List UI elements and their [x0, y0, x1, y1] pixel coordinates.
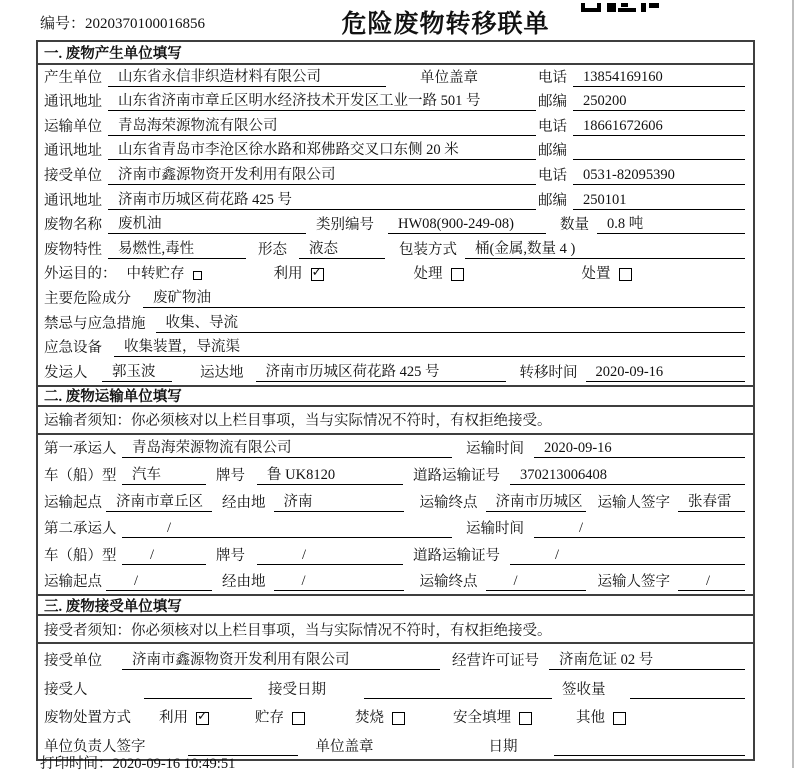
producer-zip-value: 250200: [573, 93, 745, 111]
sign-date-value: [554, 738, 746, 756]
route-row: [38, 488, 753, 515]
transporter-phone-value: 18661672606: [573, 118, 745, 136]
first-carrier-row: [38, 435, 753, 462]
disposal-method-row: [38, 702, 753, 731]
section-transporter: [38, 385, 753, 595]
transporter-unit-row: [38, 114, 753, 139]
transfer-storage-checkbox: [193, 271, 202, 280]
waste-name-value: 废机油: [108, 212, 306, 234]
receiving-unit-label: 接受单位: [44, 652, 102, 669]
section2-title: 二. 废物运输单位填写: [38, 385, 753, 407]
road-permit-value: 370213006408: [510, 467, 745, 485]
outbound-purpose-label: 外运目的：: [44, 266, 117, 283]
road-permit2-label: 道路运输证号: [413, 547, 500, 564]
vehicle-type-label: 车（船）型: [44, 467, 117, 484]
waste-props-value: 易燃性,毒性: [108, 237, 246, 259]
producer-address-label: 通讯地址: [44, 94, 102, 111]
carrier2-signature-label: 运输人签字: [597, 574, 670, 591]
plate-number2-value: /: [257, 547, 403, 565]
route-start-value: 济南市章丘区: [106, 490, 212, 512]
form-label: 形态: [258, 241, 287, 258]
print-time-label: 打印时间：: [40, 756, 113, 772]
option-reuse2-label: 利用: [159, 710, 188, 727]
section1-title: 一. 废物产生单位填写: [38, 42, 753, 65]
section3-title: 三. 废物接受单位填写: [38, 594, 753, 616]
transfer-manifest-form: [36, 40, 755, 761]
unit-seal-label: 单位盖章: [420, 69, 478, 86]
category-code-value: HW08(900-249-08): [388, 216, 546, 234]
first-carrier-label: 第一承运人: [44, 441, 117, 458]
option-other-label: 其他: [576, 710, 605, 727]
transporter-phone-label: 电话: [538, 118, 567, 135]
received-amount-value: [630, 681, 746, 699]
route-via-label: 经由地: [222, 494, 266, 511]
producer-address-row: [38, 90, 753, 115]
print-time: [40, 752, 235, 773]
transporter-zip-label: 邮编: [538, 143, 567, 160]
hazard-component-label: 主要危险成分: [44, 290, 131, 307]
producer-phone-value: 13854169160: [573, 69, 745, 87]
producer-zip-label: 邮编: [538, 94, 567, 111]
receiver-address-value: 济南市历城区荷花路 425 号: [108, 188, 536, 210]
route2-end-label: 运输终点: [419, 574, 478, 591]
serial-value: 2020370100016856: [85, 16, 206, 32]
reuse2-checkbox: [196, 712, 209, 725]
producer-unit-value: 山东省永信非织造材料有限公司: [108, 65, 386, 87]
receiver-notice: 接受者须知：你必须核对以上栏目事项，当与实际情况不符时，有权拒绝接受。: [38, 616, 753, 644]
option-disposal-label: 处置: [581, 266, 611, 283]
producer-unit-label: 产生单位: [44, 69, 102, 86]
transporter-unit-label: 运输单位: [44, 118, 102, 135]
incineration-checkbox: [392, 712, 405, 725]
route-end-label: 运输终点: [419, 494, 478, 511]
plate-number-value: 鲁 UK8120: [257, 463, 403, 485]
receiver-address-label: 通讯地址: [44, 192, 102, 209]
shipper-value: 郭玉波: [102, 360, 172, 382]
transporter-zip-value: [573, 142, 745, 160]
vehicle-type2-value: /: [122, 547, 206, 565]
receiving-unit-row: [38, 644, 753, 673]
transporter-address-row: [38, 139, 753, 164]
first-carrier-value: 青岛海荣源物流有限公司: [122, 436, 452, 458]
section-receiver: [38, 594, 753, 759]
landfill-checkbox: [519, 712, 532, 725]
option-landfill-label: 安全填埋: [453, 710, 511, 727]
acceptor-row: [38, 673, 753, 702]
road-permit-label: 道路运输证号: [413, 467, 500, 484]
carrier-signature-value: 张春雷: [678, 490, 745, 512]
transfer-time-label: 转移时间: [519, 364, 578, 381]
transfer-time-value: 2020-09-16: [586, 364, 746, 382]
taboo-measures-label: 禁忌与应急措施: [44, 315, 146, 332]
shipper-label: 发运人: [44, 364, 88, 381]
disposal-method-label: 废物处置方式: [44, 710, 131, 727]
option-storage-label: 贮存: [255, 710, 284, 727]
producer-unit-row: [38, 65, 753, 90]
receiver-zip-label: 邮编: [538, 192, 567, 209]
receiver-zip-value: 250101: [573, 192, 745, 210]
route2-end-value: /: [486, 573, 586, 591]
road-permit2-value: /: [510, 547, 745, 565]
license-label: 经营许可证号: [452, 652, 539, 669]
route2-via-label: 经由地: [222, 574, 266, 591]
waste-name-label: 废物名称: [44, 217, 102, 234]
quantity-label: 数量: [560, 217, 589, 234]
destination-value: 济南市历城区荷花路 425 号: [256, 360, 506, 382]
receiver-phone-label: 电话: [538, 167, 567, 184]
transport-time-label: 运输时间: [466, 441, 524, 458]
second-carrier-row: [38, 515, 753, 542]
option-reuse-label: 利用: [273, 266, 303, 283]
transporter-address-value: 山东省青岛市李沧区徐水路和郑佛路交叉口东侧 20 米: [108, 138, 536, 160]
route2-via-value: /: [274, 573, 404, 591]
quantity-value: 0.8 吨: [597, 212, 745, 234]
license-value: 济南危证 02 号: [549, 648, 745, 670]
emergency-equipment-label: 应急设备: [44, 340, 102, 357]
route2-start-value: /: [106, 573, 212, 591]
transporter-address-label: 通讯地址: [44, 143, 102, 160]
plate-number-label: 牌号: [216, 467, 245, 484]
receiver-unit-label: 接受单位: [44, 167, 102, 184]
packing-value: 桶(金属,数量 4 ): [465, 237, 745, 259]
other-checkbox: [613, 712, 626, 725]
section-producer: [38, 42, 753, 385]
print-time-value: 2020-09-16 10:49:51: [112, 756, 236, 772]
waste-props-label: 废物特性: [44, 241, 102, 258]
accept-date-label: 接受日期: [268, 681, 326, 698]
receiver-unit-value: 济南市鑫源物资开发利用有限公司: [108, 163, 536, 185]
route-via-value: 济南: [274, 490, 404, 512]
receiver-address-row: [38, 188, 753, 213]
route2-row: [38, 568, 753, 595]
packing-label: 包装方式: [399, 241, 457, 258]
option-treatment-label: 处理: [413, 266, 443, 283]
route-start-label: 运输起点: [44, 494, 102, 511]
reuse-checkbox: [311, 268, 324, 281]
responsible-signature-label: 单位负责人签字: [44, 739, 146, 756]
form-value: 液态: [299, 237, 385, 259]
page-header: [0, 0, 796, 40]
vehicle-type2-label: 车（船）型: [44, 547, 117, 564]
producer-address-value: 山东省济南市章丘区明水经济技术开发区工业一路 501 号: [108, 89, 536, 111]
qr-code-fragment: [581, 0, 659, 17]
hazard-component-row: [38, 286, 753, 311]
receiver-phone-value: 0531-82095390: [573, 167, 745, 185]
second-carrier-value: /: [122, 520, 452, 538]
sign-date-label: 日期: [488, 739, 518, 756]
transport-time2-label: 运输时间: [466, 521, 524, 538]
waste-name-row: [38, 213, 753, 238]
route-end-value: 济南市历城区: [486, 490, 586, 512]
disposal-checkbox: [619, 268, 632, 281]
storage-checkbox: [292, 712, 305, 725]
transport-time-value: 2020-09-16: [534, 440, 745, 458]
taboo-measures-row: [38, 311, 753, 336]
acceptor-value: [144, 681, 252, 699]
second-carrier-label: 第二承运人: [44, 521, 117, 538]
vehicle-type2-row: [38, 541, 753, 568]
transport-time2-value: /: [534, 520, 745, 538]
transporter-notice: 运输者须知：你必须核对以上栏目事项，当与实际情况不符时，有权拒绝接受。: [38, 407, 753, 435]
acceptor-label: 接受人: [44, 681, 88, 698]
treatment-checkbox: [451, 268, 464, 281]
unit-seal2-label: 单位盖章: [315, 739, 374, 756]
shipper-row: [38, 360, 753, 385]
receiving-unit-value: 济南市鑫源物资开发利用有限公司: [122, 648, 440, 670]
option-transfer-storage-label: 中转贮存: [126, 266, 185, 283]
hazard-component-value: 废矿物油: [143, 286, 745, 308]
carrier2-signature-value: /: [678, 573, 745, 591]
outbound-purpose-row: [38, 262, 753, 287]
option-incineration-label: 焚烧: [355, 710, 384, 727]
accept-date-value: [364, 681, 552, 699]
taboo-measures-value: 收集、导流: [156, 311, 746, 333]
received-amount-label: 签收量: [562, 681, 606, 698]
receiver-unit-row: [38, 163, 753, 188]
vehicle-type-value: 汽车: [122, 463, 206, 485]
page-edge-line: [792, 0, 794, 768]
waste-props-row: [38, 237, 753, 262]
transporter-unit-value: 青岛海荣源物流有限公司: [108, 114, 536, 136]
vehicle-type-row: [38, 461, 753, 488]
category-code-label: 类别编号: [316, 217, 374, 234]
plate-number2-label: 牌号: [216, 547, 245, 564]
page-title: 危险废物转移联单: [341, 11, 550, 38]
serial-label: 编号：: [40, 16, 86, 32]
emergency-equipment-row: [38, 336, 753, 361]
producer-phone-label: 电话: [538, 69, 567, 86]
destination-label: 运达地: [200, 364, 244, 381]
carrier-signature-label: 运输人签字: [597, 494, 670, 511]
route2-start-label: 运输起点: [44, 574, 102, 591]
emergency-equipment-value: 收集装置，导流渠: [114, 335, 745, 357]
